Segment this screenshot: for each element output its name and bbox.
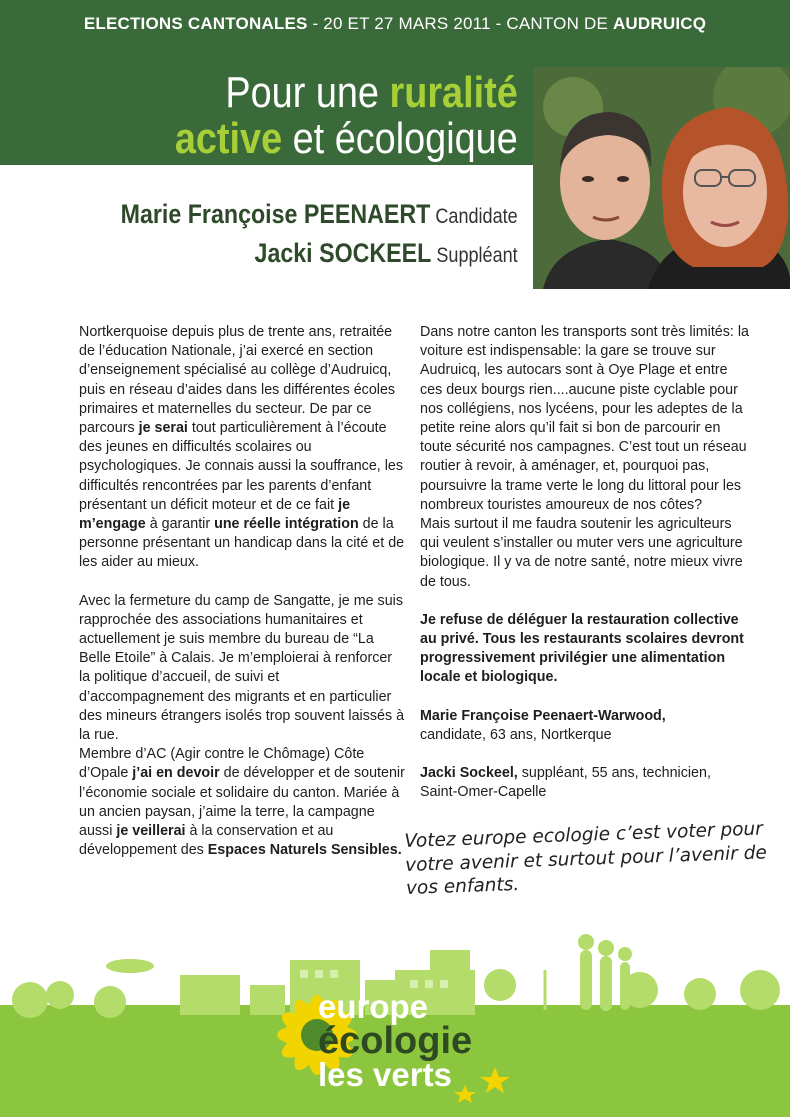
signature-info: suppléant, 55 ans, technicien, Saint-Omer-Capelle	[420, 765, 711, 801]
signature-name: Jacki Sockeel,	[420, 765, 518, 782]
text-span: tout particulièrement à l’écoute des jeunes en difficultés scolaires ou psychologiques. Je connais aussi la souffrance, les difficultés rencontrées par les parents d’enfant présentant un déficit moteur et de ce fait	[79, 420, 403, 513]
logo-line-2: écologie	[318, 1020, 473, 1062]
emphasis: je m’engage	[79, 496, 351, 533]
substitute-line	[121, 235, 518, 274]
text-span: à la conservation et au développement des	[79, 823, 334, 859]
title-word-2: et écologique	[282, 114, 518, 163]
logo-text	[318, 990, 472, 1092]
signature-info: candidate, 63 ans, Nortkerque	[420, 726, 612, 743]
signature-name: Marie Françoise Peenaert-Warwood,	[420, 707, 666, 724]
right-paragraph-1: Dans notre canton les transports sont très limités: la voiture est indispensable: la gare se trouve sur Audruicq, les autocars sont à Oye Plage et entre ces deux bourgs rien....aucune piste cyclable pour nos collégiens, nos lycéens, pour les adeptes de la petite reine alors qu’il fait si bon de parcourir en toute sécurité nos campagnes. C’est tout un réseau routier à revoir, à aménager, et, pourquoi pas, poursuivre la trame verte le long du littoral pour les nombreux touristes amoureux de nos côtes?	[420, 324, 749, 513]
candidates-photo-illustration	[533, 67, 790, 289]
emphasis: je serai	[138, 420, 188, 437]
title-word-1: Pour une	[225, 68, 390, 117]
election-label: ELECTIONS CANTONALES	[83, 14, 308, 33]
title-highlight-2: active	[175, 114, 283, 163]
text-span: Nortkerquoise depuis plus de trente ans, retraitée de l’éducation Nationale, j’ai exercé en section d’enseignement spécialisé au collège d’Audruicq, puis en réseau d’aides dans les différentes écoles primaires et maternelles du secteur. De par ce parcours	[79, 324, 396, 437]
emphasis: une réelle intégration	[214, 516, 359, 533]
text-span: à garantir	[145, 516, 215, 533]
left-paragraph-2: Avec la fermeture du camp de Sangatte, je me suis rapprochée des associations humanitaires et actuellement je suis membre du bureau de “La Belle Etoile” à Calais. Je m’emploierai à renforcer la politique d’accueil, de suivi et d’accompagnement des migrants et en particulier des mineurs étrangers isolés trop souvent laissés à la rue.	[79, 592, 405, 744]
right-paragraph-2: Mais surtout il me faudra soutenir les agriculteurs qui veulent s’installer ou muter vers une agriculture biologique. Il y va de notre santé, notre mieux vivre de tous.	[420, 516, 743, 590]
election-heading	[0, 14, 790, 34]
substitute-name: Jacki SOCKEEL	[254, 238, 432, 268]
right-paragraph-3: Je refuse de déléguer la restauration collective au privé. Tous les restaurants scolaires devront progressivement privilégier une alimentation locale et biologique.	[420, 611, 744, 686]
page-title	[175, 70, 518, 162]
election-dates: - 20 ET 27 MARS 2011 - CANTON DE	[307, 14, 613, 33]
left-paragraph-1	[79, 323, 407, 573]
signature-candidate	[420, 707, 750, 745]
logo-line-1: europe	[318, 988, 429, 1025]
left-paragraph-3	[79, 745, 407, 860]
emphasis: je veillerai	[116, 823, 186, 840]
candidates-photo	[533, 67, 790, 289]
text-span: Membre d’AC (Agir contre le Chômage) Côte d’Opale	[79, 746, 365, 782]
canton-name: AUDRUICQ	[612, 14, 707, 33]
candidate-name: Marie Françoise PEENAERT	[120, 199, 431, 229]
right-column	[420, 323, 750, 821]
signature-substitute	[420, 764, 750, 802]
emphasis: Espaces Naturels Sensibles.	[207, 842, 402, 859]
candidate-line	[121, 196, 518, 235]
substitute-role: Suppléant	[431, 244, 518, 267]
text-span: de développer et de soutenir l’économie sociale et solidaire du canton. Mariée à un ancien paysan, j’aime la terre, la campagne aussi	[79, 765, 405, 840]
logo-line-3: les verts	[318, 1056, 452, 1093]
left-column	[79, 323, 407, 879]
emphasis: j’ai en devoir	[132, 765, 220, 782]
candidate-role: Candidate	[430, 205, 518, 228]
text-span: de la personne présentant un handicap dans la cité et de les aider au mieux.	[79, 516, 405, 571]
candidate-names	[121, 196, 518, 274]
handwritten-slogan: Votez europe ecologie c’est voter pour votre avenir et surtout pour l’avenir de vos enfants.	[404, 818, 768, 899]
title-highlight-1: ruralité	[389, 68, 518, 117]
